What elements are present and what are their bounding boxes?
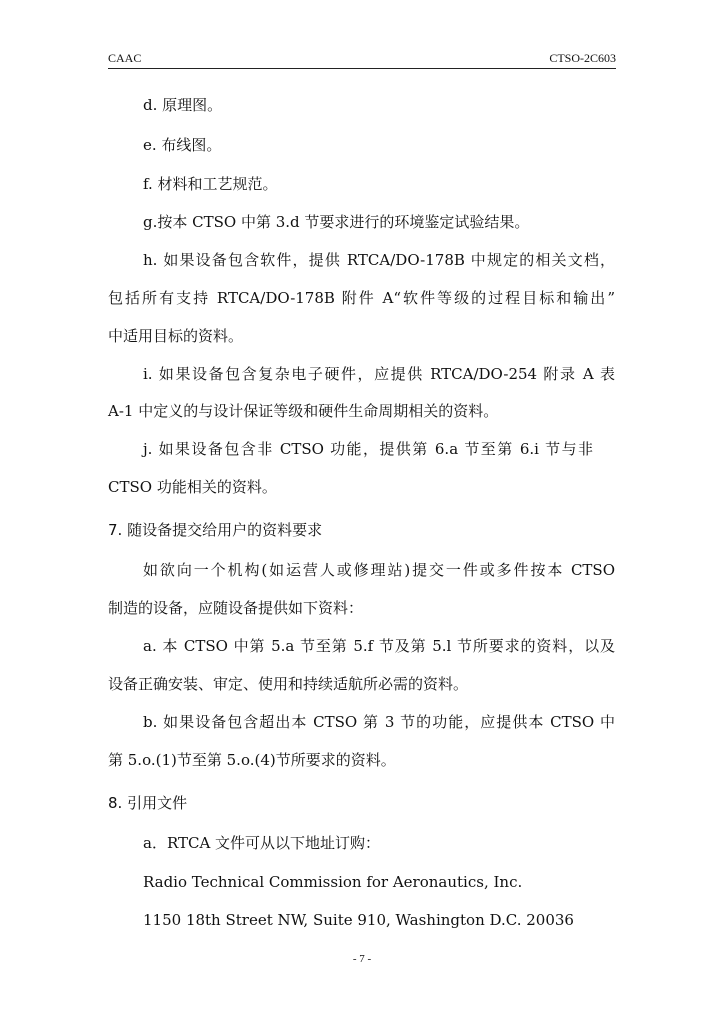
item-i-line2: A-1 中定义的与设计保证等级和硬件生命周期相关的资料。 bbox=[108, 402, 499, 420]
section-8-org-name: Radio Technical Commission for Aeronautics, Inc. bbox=[143, 873, 523, 891]
section-8-heading: 8. 引用文件 bbox=[108, 794, 188, 812]
section-7-item-b-line1: b. 如果设备包含超出本 CTSO 第 3 节的功能，应提供本 CTSO 中 bbox=[143, 713, 615, 731]
item-e: e. 布线图。 bbox=[143, 136, 222, 154]
header-doc-number: CTSO-2C603 bbox=[549, 51, 616, 65]
item-i-line1: i. 如果设备包含复杂电子硬件，应提供 RTCA/DO-254 附录 A 表 bbox=[143, 365, 615, 383]
section-7-heading: 7. 随设备提交给用户的资料要求 bbox=[108, 521, 323, 539]
item-h-line2: 包括所有支持 RTCA/DO-178B 附件 A“软件等级的过程目标和输出” bbox=[108, 289, 615, 307]
page-header bbox=[108, 50, 616, 69]
section-7-item-a-line1: a. 本 CTSO 中第 5.a 节至第 5.f 节及第 5.l 节所要求的资料，以及 bbox=[143, 637, 615, 655]
page-number: - 7 - bbox=[352, 953, 372, 965]
item-g: g.按本 CTSO 中第 3.d 节要求进行的环境鉴定试验结果。 bbox=[143, 213, 530, 231]
item-h-line3: 中适用目标的资料。 bbox=[108, 327, 244, 345]
section-8-address: 1150 18th Street NW, Suite 910, Washington D.C. 20036 bbox=[143, 911, 574, 929]
item-d: d. 原理图。 bbox=[143, 96, 223, 114]
section-7-item-a-line2: 设备正确安装、审定、使用和持续适航所必需的资料。 bbox=[108, 675, 469, 693]
item-j-line2: CTSO 功能相关的资料。 bbox=[108, 478, 277, 496]
item-j-line1: j. 如果设备包含非 CTSO 功能，提供第 6.a 节至第 6.i 节与非 bbox=[143, 440, 593, 458]
item-f: f. 材料和工艺规范。 bbox=[143, 175, 278, 193]
section-8-item-a: a．RTCA 文件可从以下地址订购： bbox=[143, 834, 381, 852]
header-org: CAAC bbox=[108, 51, 142, 65]
section-7-para-line2: 制造的设备，应随设备提供如下资料： bbox=[108, 599, 364, 617]
section-7-para-line1: 如欲向一个机构(如运营人或修理站)提交一件或多件按本 CTSO bbox=[143, 561, 615, 579]
item-h-line1: h. 如果设备包含软件，提供 RTCA/DO-178B 中规定的相关文档， bbox=[143, 251, 615, 269]
section-7-item-b-line2: 第 5.o.(1)节至第 5.o.(4)节所要求的资料。 bbox=[108, 751, 396, 769]
